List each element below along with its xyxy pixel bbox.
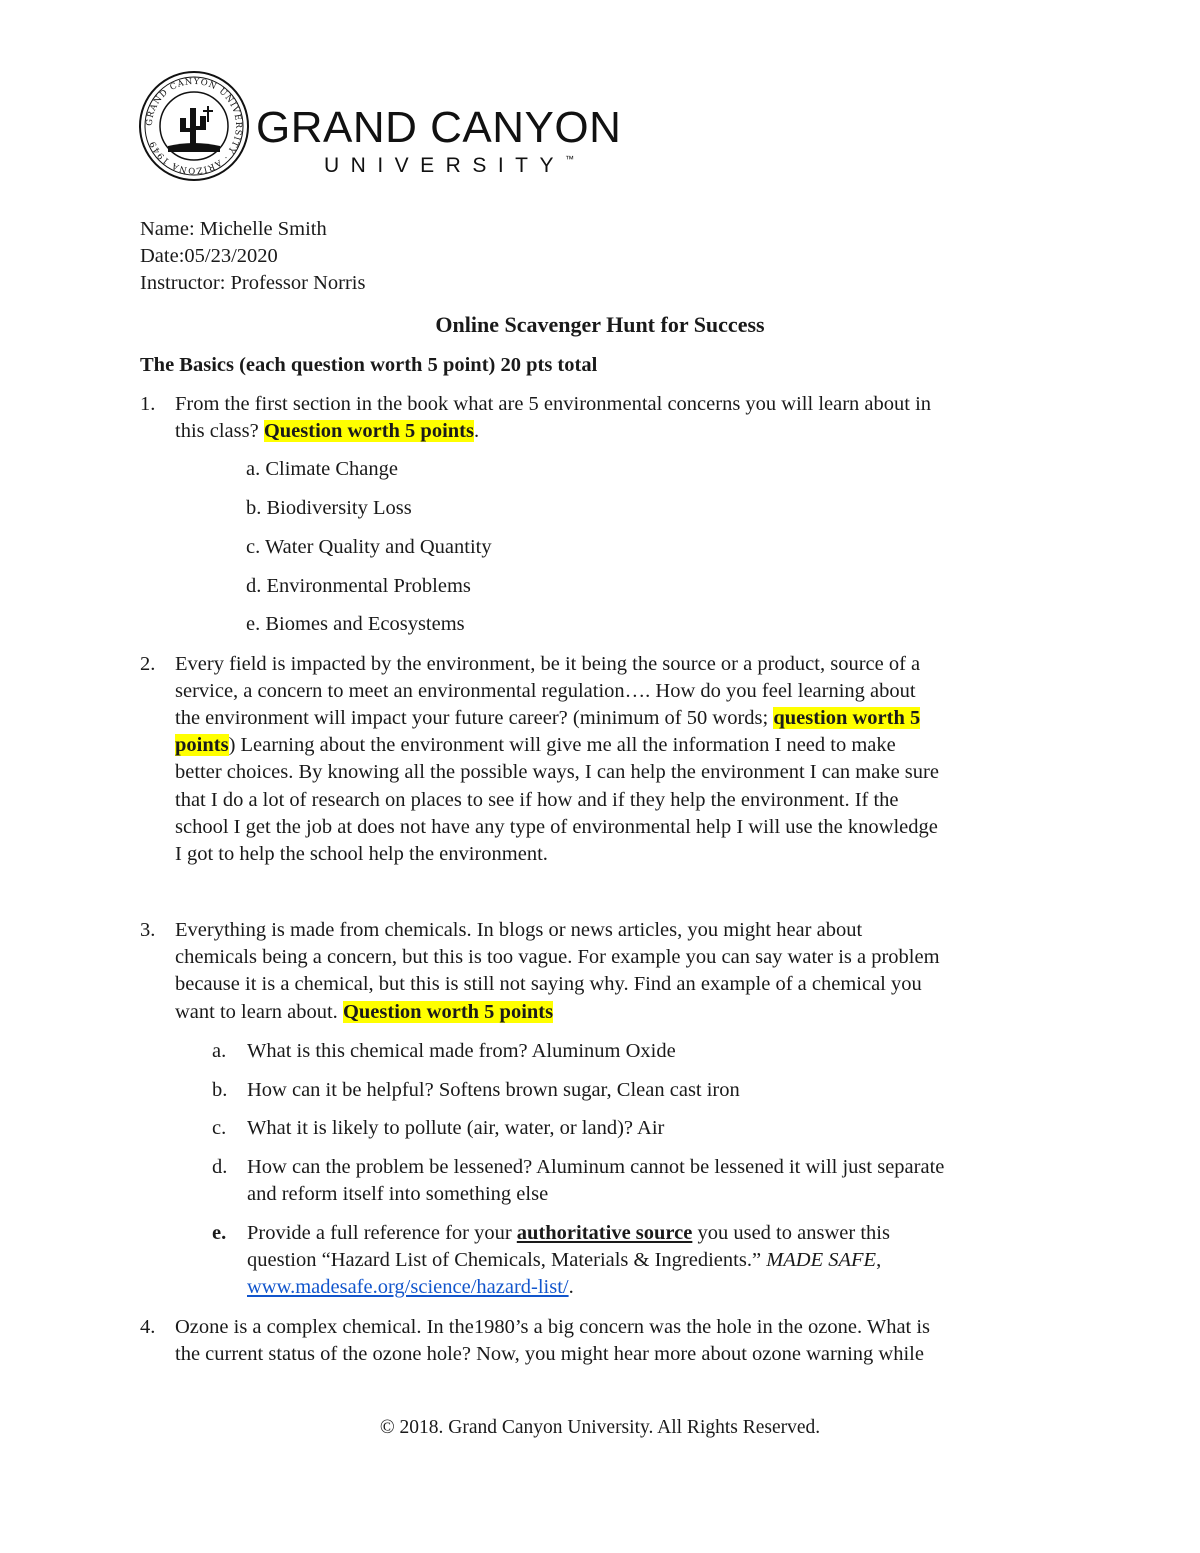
document-title: Online Scavenger Hunt for Success: [435, 312, 765, 337]
answer-item: b. Biodiversity Loss: [246, 497, 412, 519]
student-name: Name: Michelle Smith: [140, 218, 327, 240]
item-marker: d.: [212, 1156, 228, 1178]
item-marker: e.: [212, 1222, 227, 1244]
question-3-item: and reform itself into something else: [247, 1183, 549, 1205]
answer-item: d. Environmental Problems: [246, 575, 471, 597]
item-marker: a.: [212, 1040, 227, 1062]
section-heading: The Basics (each question worth 5 point) 20 pts total: [140, 354, 598, 376]
points-highlight: points: [175, 734, 229, 756]
points-highlight: question worth 5: [773, 707, 921, 729]
question-2-answer: that I do a lot of research on places to see if how and if they help the environment. If the: [175, 789, 899, 811]
answer-item: e. Biomes and Ecosystems: [246, 613, 465, 635]
points-highlight: Question worth 5 points: [263, 420, 474, 442]
question-3-reference: Provide a full reference for your authoritative source you used to answer this: [247, 1222, 890, 1244]
item-marker: c.: [212, 1117, 227, 1139]
question-number: 2.: [140, 653, 156, 675]
question-2-text: service, a concern to meet an environmental regulation…. How do you feel learning about: [175, 680, 916, 702]
wordmark-line2: UNIVERSITY™: [324, 154, 575, 177]
instructor-name: Instructor: Professor Norris: [140, 272, 366, 294]
question-1-text: From the first section in the book what are 5 environmental concerns you will learn about in: [175, 393, 932, 415]
question-3-reference: question “Hazard List of Chemicals, Materials & Ingredients.” MADE SAFE,: [247, 1249, 882, 1271]
question-2-answer: points) Learning about the environment will give me all the information I need to make: [175, 734, 896, 756]
question-2-answer: better choices. By knowing all the possible ways, I can help the environment I can make sure: [175, 761, 939, 783]
question-3-text: want to learn about. Question worth 5 points: [175, 1001, 554, 1023]
university-seal-logo: [138, 70, 250, 182]
answer-item: c. Water Quality and Quantity: [246, 536, 492, 558]
submission-date: Date:05/23/2020: [140, 245, 278, 267]
reference-link[interactable]: www.madesafe.org/science/hazard-list/: [247, 1276, 569, 1298]
question-number: 3.: [140, 919, 156, 941]
question-2-text: Every field is impacted by the environment, be it being the source or a product, source of a: [175, 653, 921, 675]
question-number: 1.: [140, 393, 156, 415]
item-marker: b.: [212, 1079, 228, 1101]
question-3-text: chemicals being a concern, but this is too vague. For example you can say water is a problem: [175, 946, 940, 968]
question-4-text: Ozone is a complex chemical. In the1980’s a big concern was the hole in the ozone. What is: [175, 1316, 931, 1338]
question-3-item: How can it be helpful? Softens brown sugar, Clean cast iron: [247, 1079, 740, 1101]
question-2-answer: I got to help the school help the environment.: [175, 843, 548, 865]
question-2-text: the environment will impact your future career? (minimum of 50 words; question worth 5: [175, 707, 921, 729]
question-4-text: the current status of the ozone hole? Now, you might hear more about ozone warning while: [175, 1343, 924, 1365]
wordmark-line1: GRAND CANYON: [256, 103, 622, 152]
university-wordmark: [256, 104, 621, 178]
svg-text:GRAND CANYON UNIVERSITY · ARIZ: GRAND CANYON UNIVERSITY · ARIZONA 1949: [144, 76, 244, 176]
question-2-answer: school I get the job at does not have any type of environmental help I will use the knowledge: [175, 816, 938, 838]
answer-item: a. Climate Change: [246, 458, 398, 480]
question-3-reference: www.madesafe.org/science/hazard-list/.: [247, 1276, 574, 1298]
question-1-text-line2: this class? Question worth 5 points.: [175, 420, 480, 442]
question-3-item: How can the problem be lessened? Aluminum cannot be lessened it will just separate: [247, 1156, 945, 1178]
copyright-footer: © 2018. Grand Canyon University. All Rights Reserved.: [379, 1417, 821, 1438]
question-3-text: Everything is made from chemicals. In blogs or news articles, you might hear about: [175, 919, 863, 941]
question-3-item: What it is likely to pollute (air, water, or land)? Air: [247, 1117, 665, 1139]
points-highlight: Question worth 5 points: [342, 1001, 554, 1023]
question-3-text: because it is a chemical, but this is still not saying why. Find an example of a chemical you: [175, 973, 922, 995]
question-3-item: What is this chemical made from? Aluminum Oxide: [247, 1040, 676, 1062]
question-number: 4.: [140, 1316, 156, 1338]
